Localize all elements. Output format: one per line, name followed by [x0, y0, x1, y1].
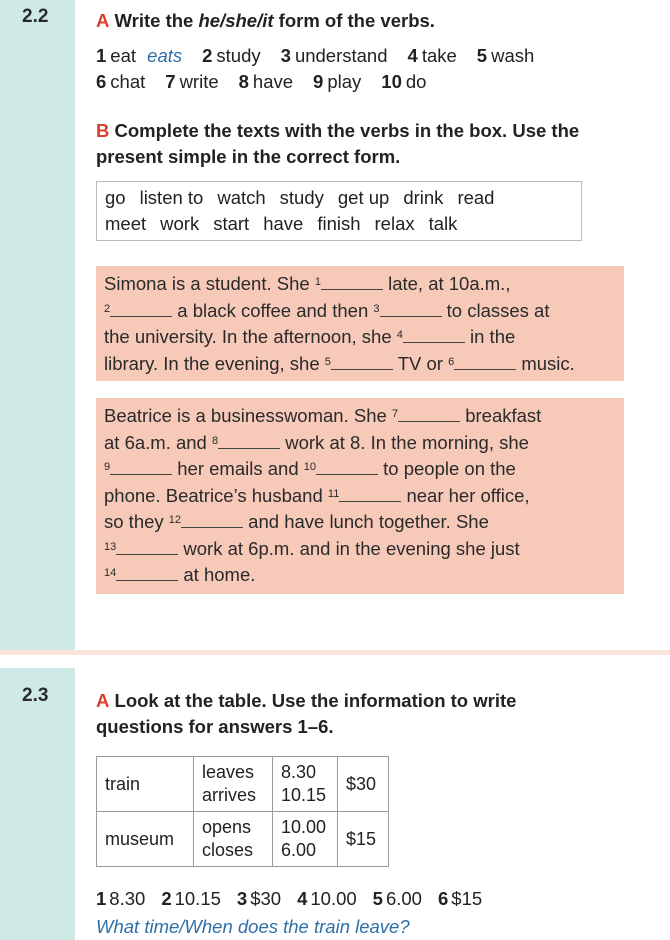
answer-value: 6.00: [385, 888, 422, 909]
box-verb: read: [457, 187, 495, 208]
gap-number: 9: [104, 461, 111, 473]
item-number: 5: [476, 45, 488, 66]
verb: chat: [110, 71, 146, 92]
verb-item: [96, 71, 151, 92]
gap-number: 14: [104, 567, 117, 579]
box-verb: have: [263, 213, 304, 234]
answer-value: $15: [451, 888, 483, 909]
gap-number: 2: [104, 302, 111, 315]
box-verb: meet: [105, 213, 147, 234]
answer-gap: [331, 351, 393, 370]
gap-number: 10: [303, 461, 316, 473]
item-number: 2: [161, 888, 172, 909]
text-line: [104, 351, 616, 378]
verb-item: [281, 45, 394, 66]
task-letter: A: [96, 10, 110, 31]
verb: study: [216, 45, 261, 66]
item-number: 5: [372, 888, 383, 909]
text-line: [104, 509, 616, 536]
task-a-instruction: A Look at the table. Use the information to write questions for answers 1–6.: [96, 690, 517, 737]
verb-item: [477, 45, 541, 66]
text-line: [104, 403, 616, 430]
simona-text: [96, 266, 624, 381]
text-fragment: to classes at: [441, 299, 550, 321]
verb: take: [421, 45, 457, 66]
box-verb: listen to: [139, 187, 204, 208]
text-fragment: near her office,: [401, 484, 530, 506]
text-line: [104, 298, 616, 325]
text-fragment: at home.: [178, 564, 256, 585]
item-number: 8: [238, 71, 249, 92]
item-number: 4: [297, 888, 308, 909]
answer-item: [297, 888, 363, 909]
task-a-instruction: A Write the he/she/it form of the verbs.: [96, 10, 435, 31]
gap-number: 13: [104, 540, 117, 553]
event: opens: [202, 817, 252, 837]
verb-item: [313, 71, 367, 92]
section-number: 2.2: [22, 6, 49, 27]
verb-box-row: [105, 185, 573, 211]
example-answer: eats: [147, 45, 183, 66]
text-fragment: to people on the: [378, 458, 516, 479]
time-cell: [273, 812, 338, 867]
text-fragment: and have lunch together. She: [243, 511, 489, 532]
item-number: 4: [407, 45, 418, 66]
event: arrives: [202, 785, 257, 805]
text-fragment: work at 6p.m. and in the evening she just: [178, 537, 520, 559]
event-cell: [194, 812, 273, 867]
verb-box-row: [105, 211, 573, 237]
item-number: 3: [280, 45, 291, 66]
verb: wash: [491, 45, 535, 66]
answer-gap: [339, 483, 401, 502]
verb: understand: [294, 45, 388, 66]
verb-item: [96, 45, 188, 66]
verb: do: [405, 71, 427, 92]
verb-item: [408, 45, 463, 66]
verb-item: [202, 45, 267, 66]
section-2-2-margin: [0, 0, 75, 650]
text-fragment: late, at 10a.m.,: [382, 273, 511, 294]
box-verb: start: [213, 213, 250, 234]
time: 8.30: [281, 762, 317, 782]
price-cell: $30: [338, 757, 389, 812]
box-verb: go: [105, 187, 126, 208]
text-line: [104, 271, 616, 298]
item-number: 9: [313, 71, 324, 92]
box-verb: get up: [337, 187, 390, 208]
verb-item: [239, 71, 299, 92]
answer-item: [161, 888, 227, 909]
gap-number: 11: [327, 487, 340, 500]
box-verb: talk: [428, 213, 458, 234]
text-fragment: a black coffee and then: [172, 299, 374, 321]
time: 10.15: [281, 785, 327, 805]
answer-item: [373, 888, 428, 909]
verb-list-line-1: [96, 43, 554, 69]
text-fragment: her emails and: [172, 458, 304, 479]
section-2-3-margin: [0, 668, 75, 940]
answer-list: [96, 888, 498, 910]
time: 6.00: [281, 840, 317, 860]
item-number: 2: [202, 45, 213, 66]
section-number: 2.3: [22, 685, 49, 706]
item-number: 1: [96, 45, 107, 66]
text-line: [104, 483, 616, 510]
table-row: [97, 812, 389, 867]
item-number: 6: [437, 888, 449, 909]
item-number: 3: [236, 888, 248, 909]
answer-value: $30: [250, 888, 282, 909]
gap-number: 6: [448, 355, 455, 368]
answer-gap: [321, 271, 383, 290]
table-row: [97, 757, 389, 812]
text-fragment: music.: [516, 352, 575, 374]
answer-item: [237, 888, 287, 909]
price-cell: $15: [338, 812, 389, 867]
task-letter: B: [96, 120, 110, 141]
answer-value: 8.30: [109, 888, 146, 909]
answer-gap: [116, 562, 178, 581]
verb-box: [96, 181, 582, 241]
verb: have: [252, 71, 294, 92]
box-verb: watch: [217, 187, 266, 208]
answer-item: [96, 888, 151, 909]
text-fragment: phone. Beatrice’s husband: [104, 484, 328, 506]
text-fragment: Simona is a student. She: [104, 273, 315, 294]
text-fragment: breakfast: [460, 405, 542, 426]
gap-number: 4: [396, 329, 403, 341]
item-number: 10: [381, 71, 402, 92]
box-verb: work: [160, 213, 200, 234]
verb-list-line-2: [96, 69, 446, 95]
text-fragment: Beatrice is a businesswoman. She: [104, 405, 392, 426]
verb-item: [165, 71, 224, 92]
time-cell: [273, 757, 338, 812]
verb: write: [179, 71, 219, 92]
gap-number: 8: [211, 434, 219, 447]
timetable: [96, 756, 389, 867]
box-verb: finish: [317, 213, 361, 234]
text-line: [104, 324, 616, 351]
verb: eat: [110, 45, 137, 66]
answer-item: [438, 888, 488, 909]
example-answer: What time/When does the train leave?: [96, 916, 410, 937]
gap-number: 12: [168, 514, 182, 526]
place-cell: train: [97, 757, 194, 812]
answer-value: 10.15: [174, 888, 221, 909]
task-b-instruction: B Complete the texts with the verbs in the box. Use the present simple in the correct form.: [96, 120, 580, 167]
text-line: [104, 430, 616, 457]
verb: play: [327, 71, 362, 92]
box-verb: drink: [403, 187, 444, 208]
answer-gap: [116, 536, 178, 555]
text-fragment: in the: [464, 326, 516, 347]
beatrice-text: [96, 398, 624, 594]
text-fragment: TV or: [392, 352, 449, 374]
verb-item: [381, 71, 432, 92]
text-fragment: so they: [104, 511, 169, 532]
text-fragment: at 6a.m. and: [104, 431, 212, 453]
box-verb: study: [279, 187, 324, 208]
text-line: [104, 536, 616, 563]
event: leaves: [202, 762, 255, 782]
place-cell: museum: [97, 812, 194, 867]
answer-gap: [181, 509, 243, 528]
box-verb: relax: [374, 213, 415, 234]
text-line: [104, 562, 616, 589]
gap-number: 1: [314, 276, 321, 288]
text-fragment: work at 8. In the morning, she: [280, 431, 529, 453]
gap-number: 5: [324, 355, 331, 368]
answer-gap: [398, 403, 460, 422]
text-line: [104, 456, 616, 483]
answer-gap: [110, 456, 172, 475]
gap-number: 3: [373, 302, 380, 315]
task-letter: A: [96, 690, 110, 711]
answer-value: 10.00: [310, 888, 357, 909]
event-cell: [194, 757, 273, 812]
text-fragment: library. In the evening, she: [104, 352, 325, 374]
event: closes: [202, 840, 254, 860]
answer-gap: [110, 298, 172, 317]
text-fragment: the university. In the afternoon, she: [104, 326, 397, 347]
answer-gap: [218, 430, 280, 449]
gap-number: 7: [391, 408, 399, 420]
answer-gap: [454, 351, 516, 370]
item-number: 6: [96, 71, 107, 92]
time: 10.00: [281, 817, 327, 837]
answer-gap: [380, 298, 442, 317]
answer-gap: [403, 324, 465, 343]
item-number: 7: [165, 71, 176, 92]
item-number: 1: [96, 888, 107, 909]
answer-gap: [316, 456, 378, 475]
